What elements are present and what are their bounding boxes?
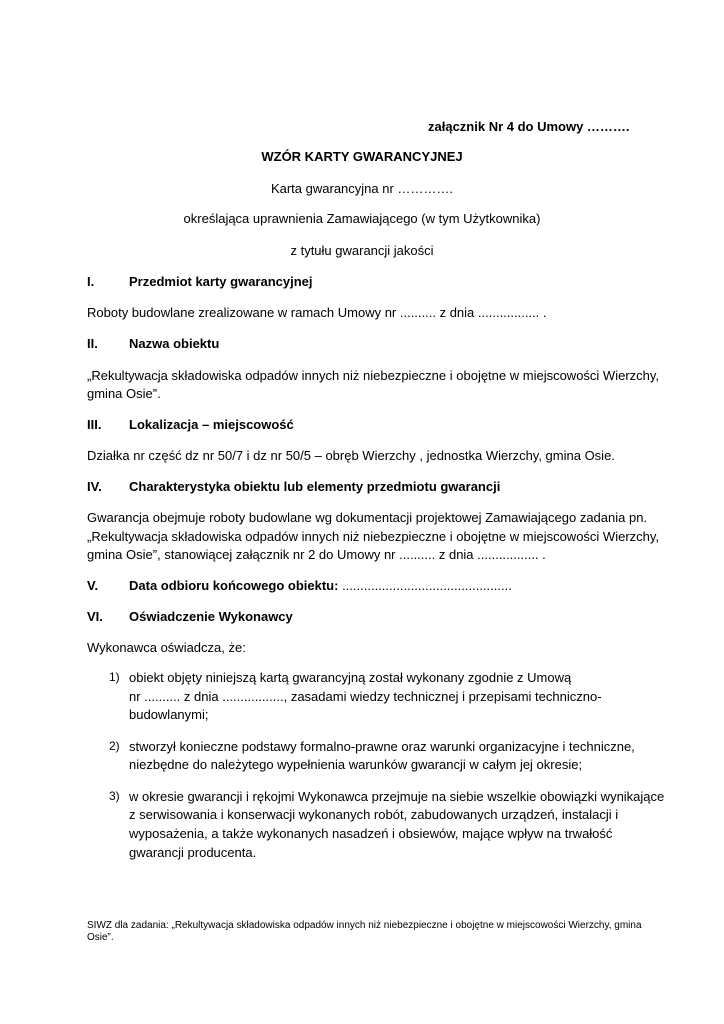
- item-3-line2: z serwisowania i konserwacji wykonanych robót, zabudowanych urządzeń, instalacji i: [129, 807, 619, 822]
- section-6-heading: Oświadczenie Wykonawcy: [129, 609, 293, 624]
- item-3-number: 3): [109, 789, 120, 803]
- section-3-heading: Lokalizacja – miejscowość: [129, 417, 294, 432]
- item-2-number: 2): [109, 739, 120, 753]
- section-2-number: II.: [87, 336, 98, 351]
- document-title: WZÓR KARTY GWARANCYJNEJ: [261, 149, 463, 164]
- section-2-text-line1: „Rekultywacja składowiska odpadów innych niż niebezpieczne i obojętne w miejscowości Wierzchy,: [87, 368, 660, 383]
- section-4-text-line2: „Rekultywacja składowiska odpadów innych niż niebezpieczne i obojętne w miejscowości Wierzchy,: [87, 529, 660, 544]
- item-1-line2: nr .......... z dnia ................., zasadami wiedzy technicznej i przepisami techniczno-: [129, 689, 602, 704]
- section-1-heading: Przedmiot karty gwarancyjnej: [129, 274, 313, 289]
- section-4-text-line1: Gwarancja obejmuje roboty budowlane wg dokumentacji projektowej Zamawiającego zadania pn.: [87, 510, 648, 525]
- subtitle-warranty: z tytułu gwarancji jakości: [290, 243, 434, 258]
- section-5-number: V.: [87, 578, 99, 593]
- page-footer: SIWZ dla zadania: „Rekultywacja składowiska odpadów innych niż niebezpieczne i obojętne w miejscowości Wierzchy, gmina Osie”.: [87, 920, 642, 943]
- section-5-heading: Data odbioru końcowego obiektu:: [129, 578, 339, 593]
- item-1-line3: budowlanymi;: [129, 707, 209, 722]
- item-1-line1: obiekt objęty niniejszą kartą gwarancyjną został wykonany zgodnie z Umową: [129, 670, 572, 685]
- section-4-number: IV.: [87, 479, 102, 494]
- subtitle-rights: określająca uprawnienia Zamawiającego (w tym Użytkownika): [183, 211, 541, 226]
- section-4-heading: Charakterystyka obiektu lub elementy przedmiotu gwarancji: [129, 479, 501, 494]
- card-number: Karta gwarancyjna nr ………….: [270, 181, 454, 196]
- section-4-text-line3: gmina Osie”, stanowiącej załącznik nr 2 do Umowy nr .......... z dnia ................. .: [87, 547, 546, 562]
- section-1-text: Roboty budowlane zrealizowane w ramach Umowy nr .......... z dnia ................. .: [87, 305, 547, 320]
- item-3-line3: wyposażenia, a także wykonanych nasadzeń i obsiewów, mające wpływ na trwałość: [129, 826, 613, 841]
- item-1-number: 1): [109, 670, 120, 684]
- section-3-text: Działka nr część dz nr 50/7 i dz nr 50/5 – obręb Wierzchy , jednostka Wierzchy, gmina Osie.: [87, 448, 615, 463]
- item-3-line1: w okresie gwarancji i rękojmi Wykonawca przejmuje na siebie wszelkie obowiązki wynikające: [129, 789, 665, 804]
- item-2-line1: stworzył konieczne podstawy formalno-prawne oraz warunki organizacyjne i techniczne,: [129, 739, 635, 754]
- item-2-line2: niezbędne do należytego wypełnienia warunków gwarancji w całym jej okresie;: [129, 757, 583, 772]
- section-5-line: [129, 576, 512, 595]
- section-2-text-line2: gmina Osie”.: [87, 386, 161, 401]
- item-3-line4: gwarancji producenta.: [129, 845, 257, 860]
- section-2-heading: Nazwa obiektu: [129, 336, 220, 351]
- attachment-label: załącznik Nr 4 do Umowy ……….: [428, 119, 630, 134]
- section-3-number: III.: [87, 417, 102, 432]
- section-6-intro: Wykonawca oświadcza, że:: [87, 640, 246, 655]
- section-6-number: VI.: [87, 609, 103, 624]
- section-5-value: ...............................................: [338, 578, 512, 593]
- section-1-number: I.: [87, 274, 95, 289]
